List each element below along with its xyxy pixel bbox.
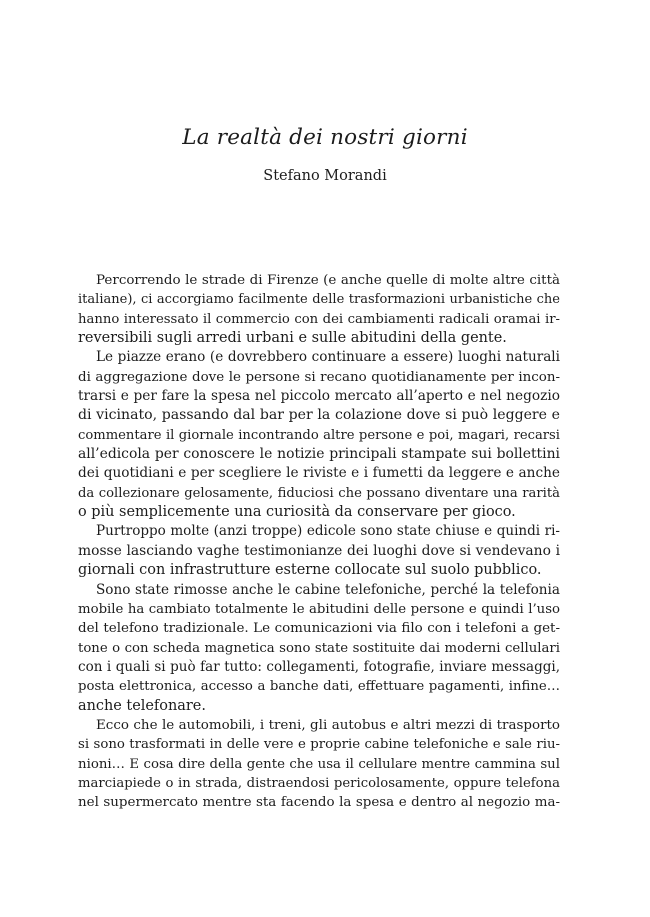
- text-line: posta elettronica, accesso a banche dati, effettuare pagamenti, infine…: [78, 679, 560, 695]
- text-line: Ecco che le automobili, i treni, gli autobus e altri mezzi di trasporto: [96, 717, 560, 733]
- text-line: trarsi e per fare la spesa nel piccolo mercato all’aperto e nel negozio: [78, 388, 560, 405]
- text-line: si sono trasformati in delle vere e proprie cabine telefoniche e sale riu-: [78, 737, 560, 753]
- text-line: di vicinato, passando dal bar per la colazione dove si può leggere e: [78, 407, 560, 424]
- text-line: italiane), ci accorgiamo facilmente delle trasformazioni urbanistiche che: [78, 292, 560, 308]
- text-line: mosse lasciando vaghe testimonianze dei luoghi dove si vendevano i: [78, 542, 560, 559]
- text-line: nel supermercato mentre sta facendo la spesa e dentro al negozio ma-: [78, 795, 560, 811]
- text-line: giornali con infrastrutture esterne collocate sul suolo pubblico.: [78, 562, 542, 579]
- text-line: tone o con scheda magnetica sono state sostituite dai moderni cellulari: [78, 640, 560, 656]
- text-line: con i quali si può far tutto: collegamenti, fotografie, inviare messaggi,: [78, 658, 560, 675]
- text-line: dei quotidiani e per scegliere le riviste e i fumetti da leggere e anche: [78, 465, 560, 482]
- text-line: del telefono tradizionale. Le comunicazioni via filo con i telefoni a get-: [78, 621, 560, 637]
- text-line: nioni… E cosa dire della gente che usa il cellulare mentre cammina sul: [78, 756, 560, 772]
- body-text: [78, 271, 560, 813]
- text-line: all’edicola per conoscere le notizie principali stampate sui bollettini: [78, 446, 560, 463]
- text-line: o più semplicemente una curiosità da conservare per gioco.: [78, 504, 516, 521]
- document-title: La realtà dei nostri giorni: [182, 125, 468, 150]
- text-line: da collezionare gelosamente, fiduciosi che possano diventare una rarità: [78, 485, 560, 501]
- text-line: Sono state rimosse anche le cabine telefoniche, perché la telefonia: [96, 581, 560, 598]
- text-line: Le piazze erano (e dovrebbero continuare a essere) luoghi naturali: [96, 349, 560, 366]
- text-line: commentare il giornale incontrando altre persone e poi, magari, recarsi: [78, 427, 560, 443]
- text-line: Purtroppo molte (anzi troppe) edicole sono state chiuse e quindi ri-: [96, 523, 560, 540]
- document-author: Stefano Morandi: [263, 168, 387, 184]
- text-line: hanno interessato il commercio con dei cambiamenti radicali oramai ir-: [78, 311, 560, 327]
- text-line: reversibili sugli arredi urbani e sulle abitudini della gente.: [78, 330, 507, 347]
- text-line: anche telefonare.: [78, 697, 206, 714]
- text-line: di aggregazione dove le persone si recano quotidianamente per incon-: [78, 369, 560, 385]
- text-line: Percorrendo le strade di Firenze (e anche quelle di molte altre città: [96, 273, 560, 288]
- text-line: marciapiede o in strada, distraendosi pericolosamente, oppure telefona: [78, 775, 560, 791]
- text-line: mobile ha cambiato totalmente le abitudini delle persone e quindi l’uso: [78, 601, 560, 617]
